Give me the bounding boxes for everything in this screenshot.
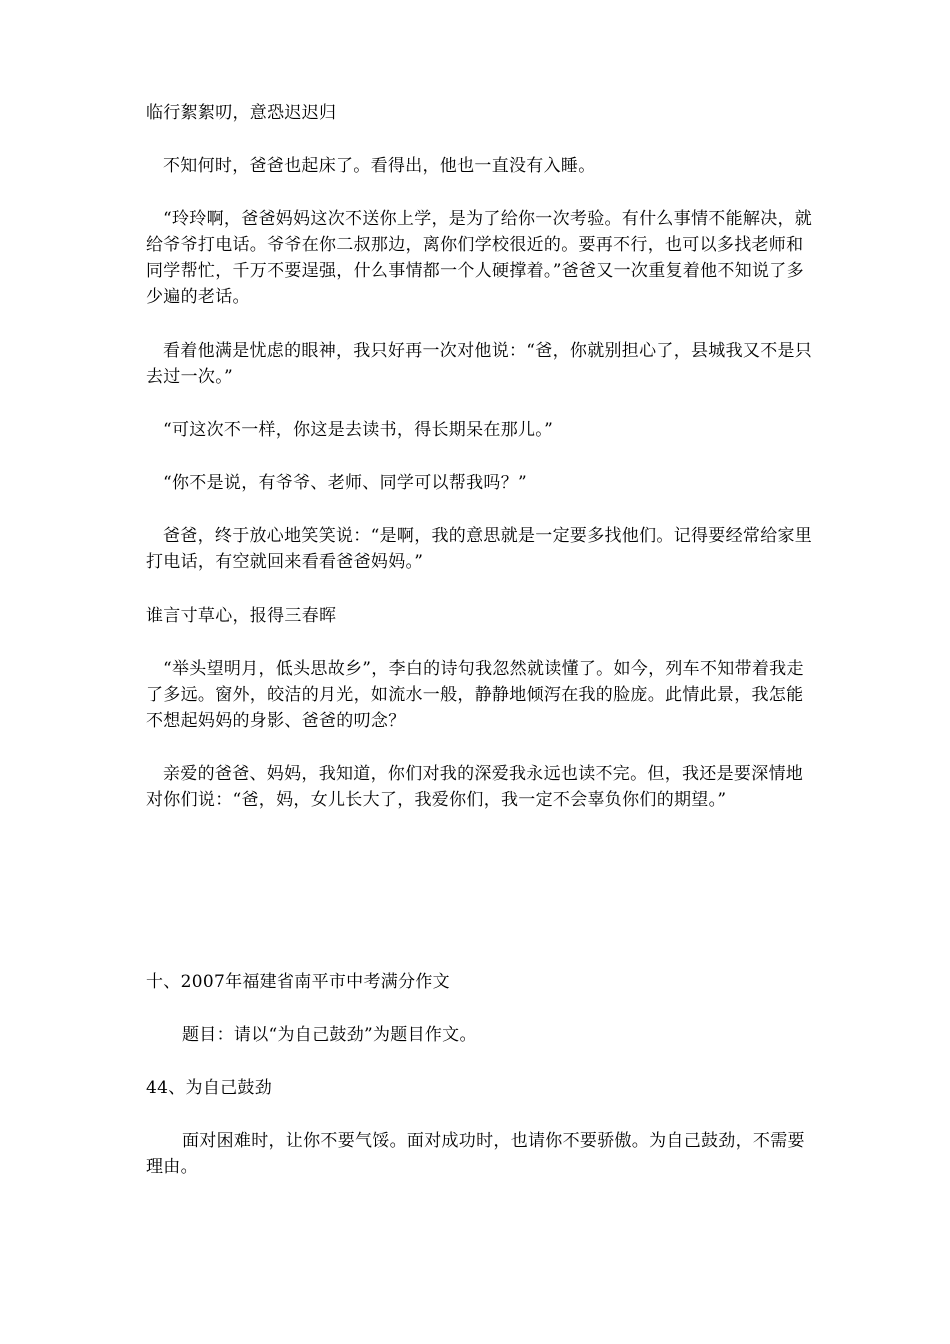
paragraph-9: “举头望明月，低头思故乡”，李白的诗句我忽然就读懂了。如今，列车不知带着我走了多远。窗外，皎洁的月光，如流水一般，静静地倾泻在我的脸庞。此情此景，我怎能不想起妈妈的身影、爸爸的叨念？ [146, 659, 804, 731]
section-heading: 十、2007年福建省南平市中考满分作文 [146, 972, 450, 992]
paragraph-3: “玲玲啊，爸爸妈妈这次不送你上学，是为了给你一次考验。有什么事情不能解决，就给爷爷打电话。爷爷在你二叔那边，离你们学校很近的。要再不行，也可以多找老师和同学帮忙，千万不要逞强，什么事情都一个人硬撑着。”爸爸又一次重复着他不知说了多少遍的老话。 [146, 209, 813, 307]
paragraph-10: 亲爱的爸爸、妈妈，我知道，你们对我的深爱我永远也读不完。但，我还是要深情地对你们说：“爸，妈，女儿长大了，我爱你们，我一定不会辜负你们的期望。” [146, 764, 804, 810]
paragraph-2: 不知何时，爸爸也起床了。看得出，他也一直没有入睡。 [163, 156, 596, 176]
paragraph-6: “你不是说，有爷爷、老师、同学可以帮我吗？” [163, 473, 527, 493]
paragraph-5: “可这次不一样，你这是去读书，得长期呆在那儿。” [163, 420, 554, 440]
subheading-1: 临行絮絮叨，意恐迟迟归 [146, 103, 337, 123]
essay-prompt: 题目：请以“为自己鼓劲”为题目作文。 [182, 1025, 477, 1045]
subheading-2: 谁言寸草心，报得三春晖 [146, 606, 337, 626]
paragraph-4: 看着他满是忧虑的眼神，我只好再一次对他说：“爸，你就别担心了，县城我又不是只去过一次。” [146, 341, 813, 387]
essay-title: 44、为自己鼓劲 [146, 1078, 273, 1098]
essay-paragraph-1: 面对困难时，让你不要气馁。面对成功时，也请你不要骄傲。为自己鼓劲，不需要理由。 [146, 1131, 805, 1177]
paragraph-7: 爸爸，终于放心地笑笑说：“是啊，我的意思就是一定要多找他们。记得要经常给家里打电话，有空就回来看看爸爸妈妈。” [146, 526, 813, 572]
